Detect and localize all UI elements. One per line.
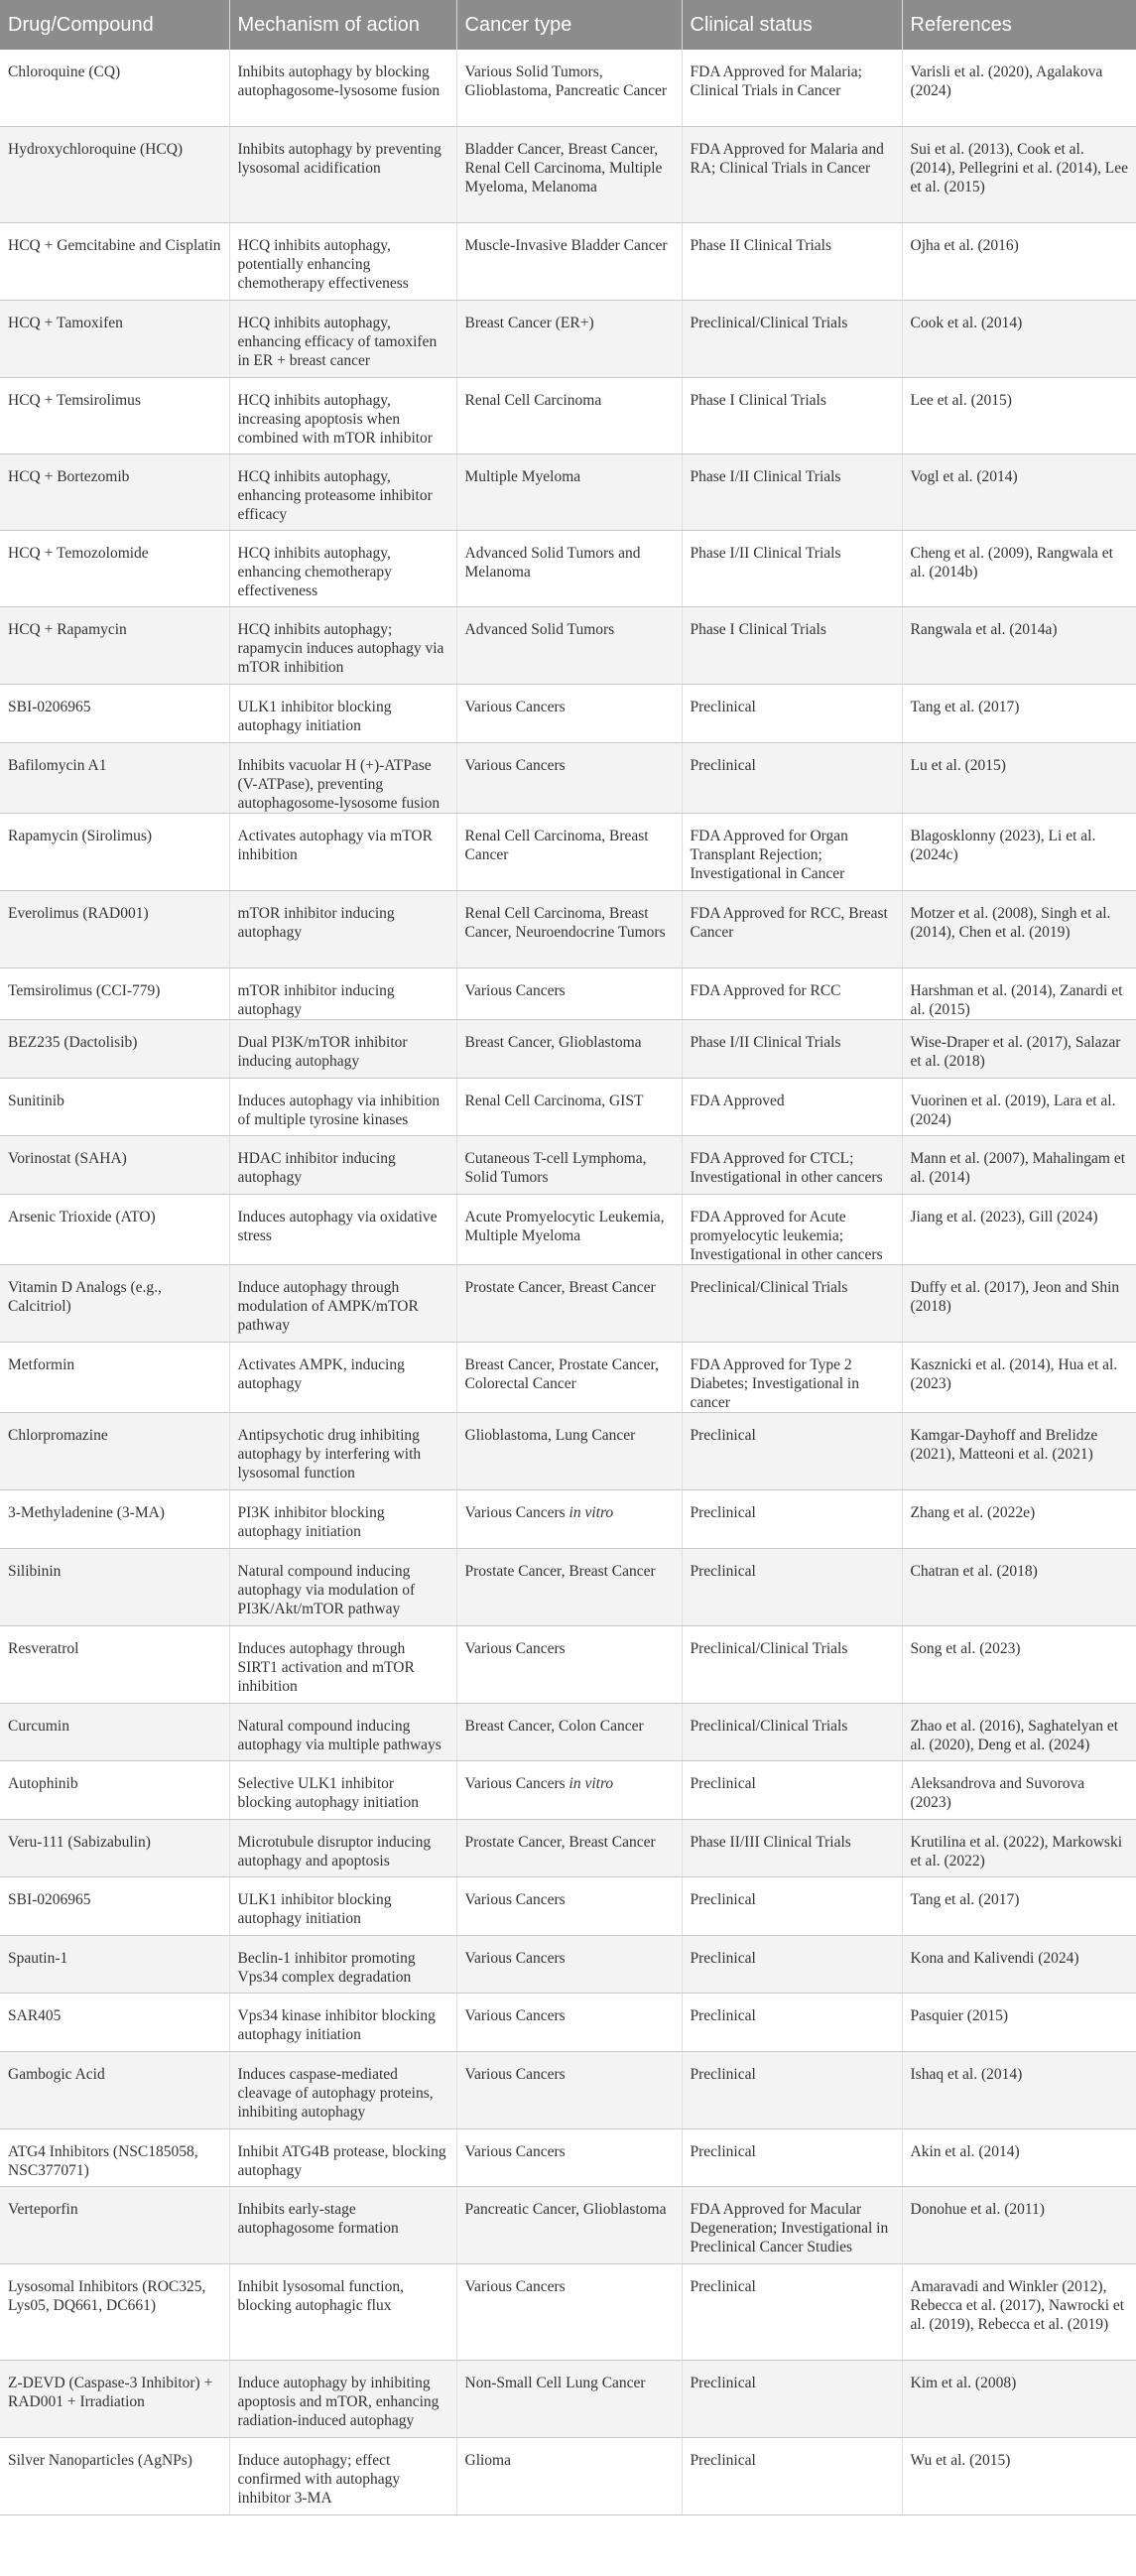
cell-cancer-type: Prostate Cancer, Breast Cancer	[456, 1819, 682, 1876]
cell-references: Krutilina et al. (2022), Markowski et al. (2022)	[902, 1819, 1136, 1876]
cell-drug: Rapamycin (Sirolimus)	[0, 813, 229, 890]
cell-cancer-type: Muscle-Invasive Bladder Cancer	[456, 222, 682, 300]
table-row	[0, 453, 1136, 530]
cell-drug: Curcumin	[0, 1703, 229, 1760]
cell-drug: Everolimus (RAD001)	[0, 890, 229, 967]
cell-drug: Arsenic Trioxide (ATO)	[0, 1194, 229, 1264]
cell-cancer-type: Renal Cell Carcinoma, Breast Cancer	[456, 813, 682, 890]
cell-cancer-type: Various Cancers	[456, 1625, 682, 1703]
cell-clinical-status: Preclinical	[682, 1412, 902, 1489]
cell-drug: Chloroquine (CQ)	[0, 50, 229, 126]
table-row	[0, 50, 1136, 126]
cell-mechanism: Vps34 kinase inhibitor blocking autophagy initiation	[229, 1993, 456, 2051]
cell-mechanism: Selective ULK1 inhibitor blocking autophagy initiation	[229, 1760, 456, 1819]
cell-mechanism: HDAC inhibitor inducing autophagy	[229, 1135, 456, 1194]
cell-cancer-type: Various Cancers in vitro	[456, 1489, 682, 1548]
cell-references: Pasquier (2015)	[902, 1993, 1136, 2051]
cell-cancer-type: Breast Cancer, Colon Cancer	[456, 1703, 682, 1760]
cell-drug: HCQ + Bortezomib	[0, 453, 229, 530]
table-row	[0, 1993, 1136, 2051]
cell-references: Vuorinen et al. (2019), Lara et al. (2024)	[902, 1078, 1136, 1135]
cell-drug: Metformin	[0, 1342, 229, 1412]
table-row	[0, 1412, 1136, 1489]
cell-cancer-type: Bladder Cancer, Breast Cancer, Renal Cell Carcinoma, Multiple Myeloma, Melanoma	[456, 126, 682, 222]
cell-references: Cheng et al. (2009), Rangwala et al. (2014b)	[902, 530, 1136, 606]
table-row	[0, 1019, 1136, 1078]
cell-clinical-status: Phase I Clinical Trials	[682, 377, 902, 453]
table-row	[0, 890, 1136, 967]
cell-references: Harshman et al. (2014), Zanardi et al. (2015)	[902, 967, 1136, 1019]
cell-cancer-type: Cutaneous T-cell Lymphoma, Solid Tumors	[456, 1135, 682, 1194]
cell-drug: Silibinin	[0, 1548, 229, 1625]
cell-cancer-type: Various Cancers	[456, 967, 682, 1019]
cell-cancer-type: Non-Small Cell Lung Cancer	[456, 2360, 682, 2437]
cell-references: Tang et al. (2017)	[902, 1876, 1136, 1935]
cell-cancer-type: Various Cancers	[456, 1876, 682, 1935]
header-references: References	[902, 0, 1136, 50]
cell-mechanism: Induce autophagy by inhibiting apoptosis and mTOR, enhancing radiation-induced autophagy	[229, 2360, 456, 2437]
cell-drug: SAR405	[0, 1993, 229, 2051]
cell-clinical-status: Phase I Clinical Trials	[682, 606, 902, 684]
cell-references: Wise-Draper et al. (2017), Salazar et al. (2018)	[902, 1019, 1136, 1078]
cell-mechanism: Natural compound inducing autophagy via modulation of PI3K/Akt/mTOR pathway	[229, 1548, 456, 1625]
cell-clinical-status: FDA Approved	[682, 1078, 902, 1135]
cell-references: Aleksandrova and Suvorova (2023)	[902, 1760, 1136, 1819]
cell-references: Zhang et al. (2022e)	[902, 1489, 1136, 1548]
cell-mechanism: Antipsychotic drug inhibiting autophagy by interfering with lysosomal function	[229, 1412, 456, 1489]
cell-mechanism: Induces caspase-mediated cleavage of autophagy proteins, inhibiting autophagy	[229, 2051, 456, 2128]
cell-references: Lee et al. (2015)	[902, 377, 1136, 453]
cell-drug: BEZ235 (Dactolisib)	[0, 1019, 229, 1078]
cell-cancer-type: Acute Promyelocytic Leukemia, Multiple Myeloma	[456, 1194, 682, 1264]
cell-mechanism: Inhibits early-stage autophagosome formation	[229, 2186, 456, 2263]
cell-references: Ojha et al. (2016)	[902, 222, 1136, 300]
table-row	[0, 1625, 1136, 1703]
cell-clinical-status: Preclinical	[682, 1935, 902, 1993]
cell-clinical-status: Preclinical	[682, 1876, 902, 1935]
cell-cancer-type: Multiple Myeloma	[456, 453, 682, 530]
cell-references: Rangwala et al. (2014a)	[902, 606, 1136, 684]
cell-cancer-type: Various Cancers	[456, 684, 682, 742]
table-row	[0, 813, 1136, 890]
table-row	[0, 300, 1136, 377]
cell-cancer-type: Renal Cell Carcinoma, Breast Cancer, Neuroendocrine Tumors	[456, 890, 682, 967]
cell-clinical-status: Preclinical	[682, 1760, 902, 1819]
cell-mechanism: Induce autophagy; effect confirmed with autophagy inhibitor 3-MA	[229, 2437, 456, 2514]
cell-references: Amaravadi and Winkler (2012), Rebecca et al. (2017), Nawrocki et al. (2019), Rebecca et al. (2019)	[902, 2263, 1136, 2360]
cell-clinical-status: FDA Approved for Organ Transplant Rejection; Investigational in Cancer	[682, 813, 902, 890]
cell-mechanism: Induce autophagy through modulation of AMPK/mTOR pathway	[229, 1264, 456, 1342]
header-drug: Drug/Compound	[0, 0, 229, 50]
cell-drug: Veru-111 (Sabizabulin)	[0, 1819, 229, 1876]
cell-clinical-status: Preclinical	[682, 2051, 902, 2128]
cell-references: Song et al. (2023)	[902, 1625, 1136, 1703]
table-row	[0, 1078, 1136, 1135]
cell-mechanism: HCQ inhibits autophagy, enhancing proteasome inhibitor efficacy	[229, 453, 456, 530]
cell-clinical-status: Preclinical	[682, 2263, 902, 2360]
cell-references: Kona and Kalivendi (2024)	[902, 1935, 1136, 1993]
table-row	[0, 377, 1136, 453]
table-row	[0, 2186, 1136, 2263]
cell-drug: HCQ + Gemcitabine and Cisplatin	[0, 222, 229, 300]
table-row	[0, 2263, 1136, 2360]
cell-drug: SBI-0206965	[0, 684, 229, 742]
cell-mechanism: HCQ inhibits autophagy, enhancing efficacy of tamoxifen in ER + breast cancer	[229, 300, 456, 377]
table-row	[0, 2360, 1136, 2437]
cell-references: Vogl et al. (2014)	[902, 453, 1136, 530]
cell-references: Ishaq et al. (2014)	[902, 2051, 1136, 2128]
cell-cancer-type: Various Cancers	[456, 2051, 682, 2128]
table-row	[0, 2128, 1136, 2186]
cell-cancer-type: Various Solid Tumors, Glioblastoma, Pancreatic Cancer	[456, 50, 682, 126]
cell-cancer-type: Breast Cancer, Prostate Cancer, Colorectal Cancer	[456, 1342, 682, 1412]
cell-mechanism: Induces autophagy through SIRT1 activation and mTOR inhibition	[229, 1625, 456, 1703]
cell-clinical-status: Phase II Clinical Trials	[682, 222, 902, 300]
cell-mechanism: ULK1 inhibitor blocking autophagy initiation	[229, 684, 456, 742]
cell-drug: Temsirolimus (CCI-779)	[0, 967, 229, 1019]
cell-clinical-status: FDA Approved for Type 2 Diabetes; Investigational in cancer	[682, 1342, 902, 1412]
cell-references: Akin et al. (2014)	[902, 2128, 1136, 2186]
cell-clinical-status: Preclinical	[682, 684, 902, 742]
table-row	[0, 1489, 1136, 1548]
cell-references: Lu et al. (2015)	[902, 742, 1136, 813]
cell-mechanism: HCQ inhibits autophagy, increasing apoptosis when combined with mTOR inhibitor	[229, 377, 456, 453]
cell-cancer-type: Advanced Solid Tumors and Melanoma	[456, 530, 682, 606]
header-cancer-type: Cancer type	[456, 0, 682, 50]
cell-mechanism: HCQ inhibits autophagy, enhancing chemotherapy effectiveness	[229, 530, 456, 606]
cell-clinical-status: Phase I/II Clinical Trials	[682, 530, 902, 606]
cell-references: Cook et al. (2014)	[902, 300, 1136, 377]
cell-references: Varisli et al. (2020), Agalakova (2024)	[902, 50, 1136, 126]
cell-clinical-status: Preclinical	[682, 2437, 902, 2514]
cell-drug: 3-Methyladenine (3-MA)	[0, 1489, 229, 1548]
cell-clinical-status: Preclinical	[682, 2128, 902, 2186]
table-row	[0, 1703, 1136, 1760]
cell-drug: Z-DEVD (Caspase-3 Inhibitor) + RAD001 + Irradiation	[0, 2360, 229, 2437]
cell-references: Mann et al. (2007), Mahalingam et al. (2014)	[902, 1135, 1136, 1194]
cell-cancer-type: Various Cancers	[456, 742, 682, 813]
header-row	[0, 0, 1136, 50]
in-vitro-italic: in vitro	[568, 1503, 614, 1521]
cell-mechanism: Activates AMPK, inducing autophagy	[229, 1342, 456, 1412]
cell-clinical-status: Preclinical/Clinical Trials	[682, 300, 902, 377]
cell-clinical-status: FDA Approved for CTCL; Investigational in other cancers	[682, 1135, 902, 1194]
cell-cancer-type: Various Cancers	[456, 1993, 682, 2051]
cell-clinical-status: FDA Approved for Malaria; Clinical Trials in Cancer	[682, 50, 902, 126]
cell-references: Kasznicki et al. (2014), Hua et al. (2023)	[902, 1342, 1136, 1412]
cell-cancer-type: Breast Cancer (ER+)	[456, 300, 682, 377]
table-row	[0, 1760, 1136, 1819]
cell-drug: Verteporfin	[0, 2186, 229, 2263]
cell-clinical-status: Phase I/II Clinical Trials	[682, 1019, 902, 1078]
cell-drug: Lysosomal Inhibitors (ROC325, Lys05, DQ661, DC661)	[0, 2263, 229, 2360]
table-row	[0, 1342, 1136, 1412]
cell-clinical-status: FDA Approved for Macular Degeneration; Investigational in Preclinical Cancer Studies	[682, 2186, 902, 2263]
cell-clinical-status: Preclinical/Clinical Trials	[682, 1264, 902, 1342]
cell-drug: HCQ + Rapamycin	[0, 606, 229, 684]
cell-mechanism: ULK1 inhibitor blocking autophagy initiation	[229, 1876, 456, 1935]
cell-mechanism: Inhibits autophagy by preventing lysosomal acidification	[229, 126, 456, 222]
cell-clinical-status: Preclinical	[682, 2360, 902, 2437]
cell-clinical-status: Preclinical	[682, 742, 902, 813]
cell-mechanism: Induces autophagy via inhibition of multiple tyrosine kinases	[229, 1078, 456, 1135]
cell-cancer-type: Various Cancers in vitro	[456, 1760, 682, 1819]
cell-drug: HCQ + Tamoxifen	[0, 300, 229, 377]
cell-mechanism: Beclin-1 inhibitor promoting Vps34 complex degradation	[229, 1935, 456, 1993]
cell-mechanism: Inhibits vacuolar H (+)-ATPase (V-ATPase), preventing autophagosome-lysosome fusion	[229, 742, 456, 813]
cell-clinical-status: FDA Approved for RCC	[682, 967, 902, 1019]
cell-cancer-type: Various Cancers	[456, 1935, 682, 1993]
table-header	[0, 0, 1136, 50]
cell-clinical-status: Preclinical	[682, 1548, 902, 1625]
table-row	[0, 684, 1136, 742]
table-row	[0, 1264, 1136, 1342]
cell-cancer-type: Various Cancers	[456, 2128, 682, 2186]
table-row	[0, 1935, 1136, 1993]
cell-drug: Sunitinib	[0, 1078, 229, 1135]
cell-drug: Autophinib	[0, 1760, 229, 1819]
cell-drug: Silver Nanoparticles (AgNPs)	[0, 2437, 229, 2514]
table-row	[0, 1194, 1136, 1264]
cell-clinical-status: FDA Approved for Acute promyelocytic leukemia; Investigational in other cancers	[682, 1194, 902, 1264]
table-row	[0, 1548, 1136, 1625]
table-row	[0, 222, 1136, 300]
cell-clinical-status: FDA Approved for Malaria and RA; Clinical Trials in Cancer	[682, 126, 902, 222]
cell-cancer-type: Renal Cell Carcinoma	[456, 377, 682, 453]
cell-drug: Bafilomycin A1	[0, 742, 229, 813]
cell-mechanism: Activates autophagy via mTOR inhibition	[229, 813, 456, 890]
cell-drug: HCQ + Temozolomide	[0, 530, 229, 606]
cell-references: Blagosklonny (2023), Li et al. (2024c)	[902, 813, 1136, 890]
cell-clinical-status: Phase I/II Clinical Trials	[682, 453, 902, 530]
cell-mechanism: Inhibit ATG4B protease, blocking autophagy	[229, 2128, 456, 2186]
table-row	[0, 1876, 1136, 1935]
cell-references: Sui et al. (2013), Cook et al. (2014), Pellegrini et al. (2014), Lee et al. (2015)	[902, 126, 1136, 222]
table-row	[0, 967, 1136, 1019]
cell-references: Wu et al. (2015)	[902, 2437, 1136, 2514]
cell-mechanism: mTOR inhibitor inducing autophagy	[229, 967, 456, 1019]
cell-drug: Vorinostat (SAHA)	[0, 1135, 229, 1194]
cell-cancer-type: Glioblastoma, Lung Cancer	[456, 1412, 682, 1489]
cell-references: Chatran et al. (2018)	[902, 1548, 1136, 1625]
cell-drug: SBI-0206965	[0, 1876, 229, 1935]
cell-clinical-status: Preclinical/Clinical Trials	[682, 1703, 902, 1760]
header-mechanism: Mechanism of action	[229, 0, 456, 50]
cell-cancer-type: Renal Cell Carcinoma, GIST	[456, 1078, 682, 1135]
cell-mechanism: Microtubule disruptor inducing autophagy and apoptosis	[229, 1819, 456, 1876]
cell-drug: ATG4 Inhibitors (NSC185058, NSC377071)	[0, 2128, 229, 2186]
cell-mechanism: Induces autophagy via oxidative stress	[229, 1194, 456, 1264]
cell-references: Motzer et al. (2008), Singh et al. (2014), Chen et al. (2019)	[902, 890, 1136, 967]
cell-cancer-type: Advanced Solid Tumors	[456, 606, 682, 684]
cell-cancer-type: Various Cancers	[456, 2263, 682, 2360]
cell-cancer-type: Breast Cancer, Glioblastoma	[456, 1019, 682, 1078]
cell-cancer-type: Glioma	[456, 2437, 682, 2514]
table-row	[0, 530, 1136, 606]
cell-drug: Hydroxychloroquine (HCQ)	[0, 126, 229, 222]
cell-mechanism: Inhibits autophagy by blocking autophagosome-lysosome fusion	[229, 50, 456, 126]
cell-drug: HCQ + Temsirolimus	[0, 377, 229, 453]
cell-references: Duffy et al. (2017), Jeon and Shin (2018)	[902, 1264, 1136, 1342]
table-row	[0, 1819, 1136, 1876]
table-row	[0, 2051, 1136, 2128]
table-row	[0, 2437, 1136, 2514]
cell-mechanism: HCQ inhibits autophagy; rapamycin induces autophagy via mTOR inhibition	[229, 606, 456, 684]
cell-mechanism: Natural compound inducing autophagy via multiple pathways	[229, 1703, 456, 1760]
cell-drug: Spautin-1	[0, 1935, 229, 1993]
cell-references: Kamgar-Dayhoff and Brelidze (2021), Matteoni et al. (2021)	[902, 1412, 1136, 1489]
cell-cancer-type: Prostate Cancer, Breast Cancer	[456, 1264, 682, 1342]
cell-mechanism: PI3K inhibitor blocking autophagy initiation	[229, 1489, 456, 1548]
cell-drug: Gambogic Acid	[0, 2051, 229, 2128]
cell-clinical-status: Preclinical/Clinical Trials	[682, 1625, 902, 1703]
cell-clinical-status: Preclinical	[682, 1489, 902, 1548]
cell-mechanism: Inhibit lysosomal function, blocking autophagic flux	[229, 2263, 456, 2360]
cell-drug: Chlorpromazine	[0, 1412, 229, 1489]
cell-cancer-type: Pancreatic Cancer, Glioblastoma	[456, 2186, 682, 2263]
cell-references: Tang et al. (2017)	[902, 684, 1136, 742]
header-clinical-status: Clinical status	[682, 0, 902, 50]
table-row	[0, 126, 1136, 222]
cell-references: Zhao et al. (2016), Saghatelyan et al. (2020), Deng et al. (2024)	[902, 1703, 1136, 1760]
table-row	[0, 606, 1136, 684]
cell-mechanism: mTOR inhibitor inducing autophagy	[229, 890, 456, 967]
cell-clinical-status: Preclinical	[682, 1993, 902, 2051]
cell-references: Kim et al. (2008)	[902, 2360, 1136, 2437]
table-row	[0, 1135, 1136, 1194]
cell-clinical-status: FDA Approved for RCC, Breast Cancer	[682, 890, 902, 967]
table-body	[0, 50, 1136, 2514]
cell-drug: Vitamin D Analogs (e.g., Calcitriol)	[0, 1264, 229, 1342]
cell-drug: Resveratrol	[0, 1625, 229, 1703]
cell-references: Jiang et al. (2023), Gill (2024)	[902, 1194, 1136, 1264]
cell-mechanism: Dual PI3K/mTOR inhibitor inducing autophagy	[229, 1019, 456, 1078]
cell-clinical-status: Phase II/III Clinical Trials	[682, 1819, 902, 1876]
table-row	[0, 742, 1136, 813]
cell-mechanism: HCQ inhibits autophagy, potentially enhancing chemotherapy effectiveness	[229, 222, 456, 300]
cell-references: Donohue et al. (2011)	[902, 2186, 1136, 2263]
in-vitro-italic: in vitro	[568, 1774, 614, 1792]
cell-cancer-type: Prostate Cancer, Breast Cancer	[456, 1548, 682, 1625]
